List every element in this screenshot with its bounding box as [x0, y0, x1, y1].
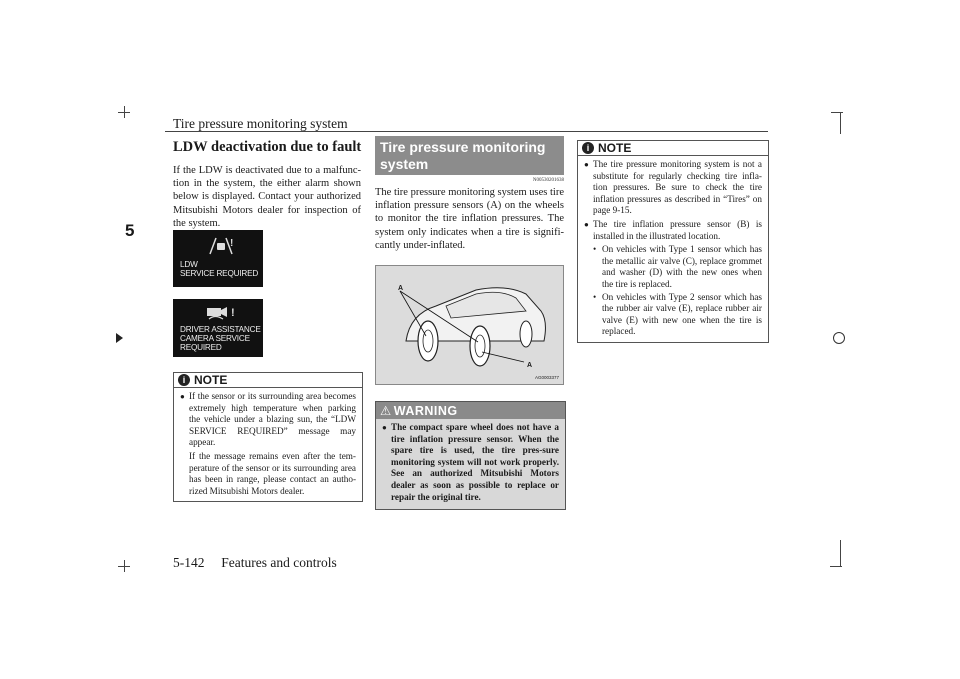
ldw-service-display: [173, 230, 263, 287]
page-footer: [173, 555, 337, 571]
footer-section: Features and controls: [221, 555, 337, 570]
tpms-note-item-1a: The tire pressure monitoring system is not a substitute for regularly checking tire infla-tion pressures.: [593, 159, 762, 193]
warning-icon: ⚠: [380, 404, 392, 418]
tpms-note-sub-1-text: On vehicles with Type 1 sensor which has the metallic air valve (C), replace grommet and washer (D) with the new ones when the tire is replaced.: [602, 244, 762, 289]
tire-sensor-illustration: [375, 265, 564, 385]
sub-bullet: •: [593, 244, 597, 255]
lane-warning-icon: [206, 234, 236, 256]
ldw-note-box: [173, 372, 363, 502]
tpms-note-sub-2-text: On vehicles with Type 2 sensor which has the rubber air valve (E), replace rubber air valve (E) with new one when the tire is replaced.: [602, 291, 762, 337]
info-icon: i: [582, 142, 594, 154]
camera-warning-icon: [203, 302, 239, 322]
figure-label-a-top: A: [398, 285, 404, 292]
header-rule: [165, 131, 768, 132]
tpms-paragraph: The tire pressure monitoring system uses tire inflation pressure sensors (A) on the wheels to monitor the tire inflation pressures. The system only indicates when a tire is signifi-cantly under-inflated.: [375, 187, 564, 251]
svg-text:!: !: [231, 307, 235, 319]
chapter-tab: 5: [125, 221, 135, 240]
page-number: 5-142: [173, 555, 205, 570]
crop-mark-top-right-v: [840, 112, 841, 134]
tpms-note-sub-1: [593, 244, 762, 290]
tpms-warning-text: ● The compact spare wheel does not have a tire inflation pressure sensor. When the spare tire is used, the tire pres-sure monitoring system will not work properly. See an authorized Mitsubishi Motors dealer as soon as possible to replace or repair the original tire.: [382, 422, 559, 503]
svg-text:!: !: [230, 238, 234, 249]
display1-line2: SERVICE REQUIRED: [180, 269, 259, 278]
crop-mark-bottom-left-v: [124, 560, 125, 572]
display2-line1: DRIVER ASSISTANCE: [180, 325, 261, 334]
figure-label-a-bottom: A: [527, 362, 533, 369]
tpms-warning-title: WARNING: [393, 403, 458, 418]
info-icon: i: [178, 374, 190, 386]
ldw-note-title: NOTE: [194, 373, 228, 387]
display2-line3: REQUIRED: [180, 343, 222, 352]
display1-line1: LDW: [180, 260, 198, 269]
tpms-warning-header: [376, 402, 565, 419]
ldw-paragraph: If the LDW is deactivated due to a malfunc-tion in the system, the either alarm shown below is displayed. Contact your authorized Mitsubishi Motors dealer for inspection of the system.: [173, 165, 361, 229]
tpms-note-item-2: ● The tire inflation pressure sensor (B) is installed in the illustrated location.: [584, 219, 762, 242]
tpms-heading: Tire pressure monitoring system: [375, 136, 564, 175]
tpms-note-box: [577, 140, 769, 343]
crop-mark-top-right: [831, 112, 843, 113]
tpms-note-item-1: [584, 159, 762, 217]
sub-bullet: •: [593, 291, 597, 302]
ldw-note-item: ● If the sensor or its surrounding area becomes extremely high temperature when parking the vehicle under a blazing sun, the “LDW SERVICE REQUIRED” message may appear.: [180, 391, 356, 449]
display2-line2: CAMERA SERVICE: [180, 334, 250, 343]
tpms-note-header: [578, 141, 768, 156]
tpms-note-sub-2: [593, 292, 762, 338]
ldw-note-header: [174, 373, 362, 388]
tpms-warning-box: [375, 401, 566, 510]
registration-mark-left: [116, 333, 126, 343]
figure-code: AG0003377: [534, 375, 559, 380]
crop-mark-top-left-v: [124, 106, 125, 118]
registration-mark-right: [833, 332, 845, 344]
ldw-heading: LDW deactivation due to fault: [173, 139, 362, 155]
crop-mark-bottom-right: [830, 566, 842, 567]
car-illustration: [376, 266, 563, 384]
page-header-title: Tire pressure monitoring system: [173, 116, 348, 131]
tpms-note-item-1b: Be sure to check the tire inflation pressures as described in “Tires” on page 9-15.: [593, 182, 763, 216]
tpms-note-title: NOTE: [598, 141, 632, 155]
ldw-note-item-cont: If the message remains even after the tem-perature of the sensor or its surrounding area has been in range, please contact an autho-rized Mitsubishi Motors dealer.: [189, 450, 356, 496]
tpms-doc-code: N00530201638: [532, 178, 564, 183]
crop-mark-bottom-right-v: [840, 540, 841, 566]
driver-assistance-display: [173, 299, 263, 357]
